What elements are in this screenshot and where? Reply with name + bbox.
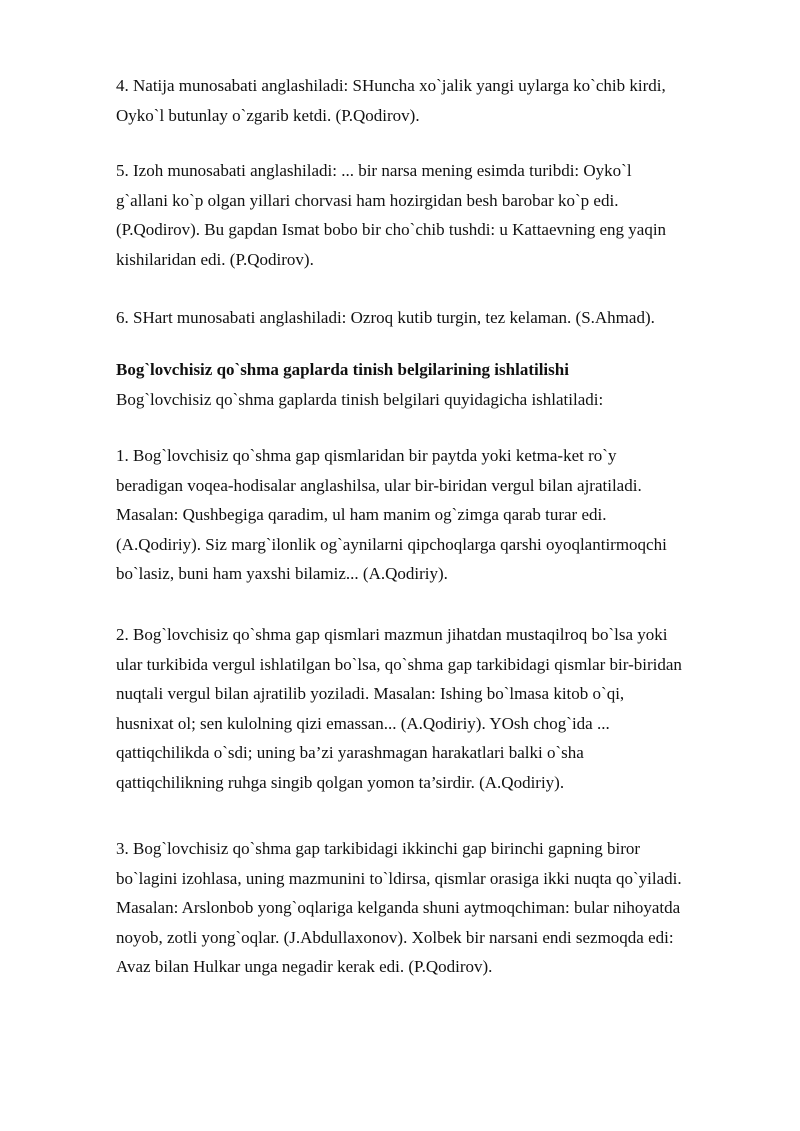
text-line: (A.Qodiriy). Siz marg`ilonlik og`aynilarni qipchoqlarga qarshi oyoqlantirmoqchi — [116, 534, 667, 554]
text-line: 6. SHart munosabati anglashiladi: Ozroq kutib turgin, tez kelaman. (S.Ahmad). — [116, 308, 655, 327]
text-line: bo`lagini izohlasa, uning mazmunini to`ldirsa, qismlar orasiga ikki nuqta qo`yiladi. — [116, 868, 682, 888]
text-line: g`allani ko`p olgan yillari chorvasi ham hozirgidan besh barobar ko`p edi. — [116, 190, 619, 210]
section-heading: Bog`lovchisiz qo`shma gaplarda tinish belgilarining ishlatilishi — [116, 360, 569, 379]
paragraph-shart — [116, 303, 756, 333]
text-line: qattiqchilikda o`sdi; uning ba’zi yarashmagan harakatlari balki o`sha — [116, 743, 584, 762]
text-line: 4. Natija munosabati anglashiladi: SHuncha xo`jalik yangi uylarga ko`chib kirdi, — [116, 76, 666, 95]
paragraph-izoh — [116, 156, 756, 274]
rule-1-paragraph — [116, 441, 756, 589]
text-line: Avaz bilan Hulkar unga negadir kerak edi. (P.Qodirov). — [116, 957, 493, 976]
text-line: ular turkibida vergul ishlatilgan bo`lsa, qo`shma gap tarkibidagi qismlar bir-biridan — [116, 654, 682, 674]
text-line: (P.Qodirov). Bu gapdan Ismat bobo bir cho`chib tushdi: u Kattaevning eng yaqin — [116, 220, 667, 239]
text-line: kishilaridan edi. (P.Qodirov). — [116, 249, 314, 269]
text-line: husnixat ol; sen kulolning qizi emassan... (A.Qodiriy). YOsh chog`ida ... — [116, 713, 610, 733]
section-intro — [116, 355, 756, 414]
text-line: 3. Bog`lovchisiz qo`shma gap tarkibidagi ikkinchi gap birinchi gapning biror — [116, 839, 641, 858]
text-line: qattiqchilikning ruhga singib qolgan yomon ta’sirdir. (A.Qodiriy). — [116, 772, 565, 792]
text-line: noyob, zotli yong`oqlar. (J.Abdullaxonov). Xolbek bir narsani endi sezmoqda edi: — [116, 927, 674, 947]
text-line: 5. Izoh munosabati anglashiladi: ... bir narsa mening esimda turibdi: Oyko`l — [116, 161, 632, 180]
text-line: Masalan: Qushbegiga qaradim, ul ham manim og`zimga qarab turar edi. — [116, 505, 607, 524]
text-line: bo`lasiz, buni ham yaxshi bilamiz... (A.Qodiriy). — [116, 564, 448, 583]
text-line: Bog`lovchisiz qo`shma gaplarda tinish belgilari quyidagicha ishlatiladi: — [116, 389, 604, 409]
text-line: Masalan: Arslonbob yong`oqlariga kelganda shuni aytmoqchiman: bular nihoyatda — [116, 898, 681, 917]
text-line: 2. Bog`lovchisiz qo`shma gap qismlari mazmun jihatdan mustaqilroq bo`lsa yoki — [116, 625, 668, 644]
rule-3-paragraph — [116, 834, 756, 982]
text-line: beradigan voqea-hodisalar anglashilsa, ular bir-biridan vergul bilan ajratiladi. — [116, 475, 642, 495]
paragraph-natija — [116, 71, 756, 130]
text-line: Oyko`l butunlay o`zgarib ketdi. (P.Qodirov). — [116, 105, 420, 125]
text-line: nuqtali vergul bilan ajratilib yoziladi. Masalan: Ishing bo`lmasa kitob o`qi, — [116, 684, 625, 703]
text-line: 1. Bog`lovchisiz qo`shma gap qismlaridan bir paytda yoki ketma-ket ro`y — [116, 446, 617, 465]
rule-2-paragraph — [116, 620, 756, 797]
